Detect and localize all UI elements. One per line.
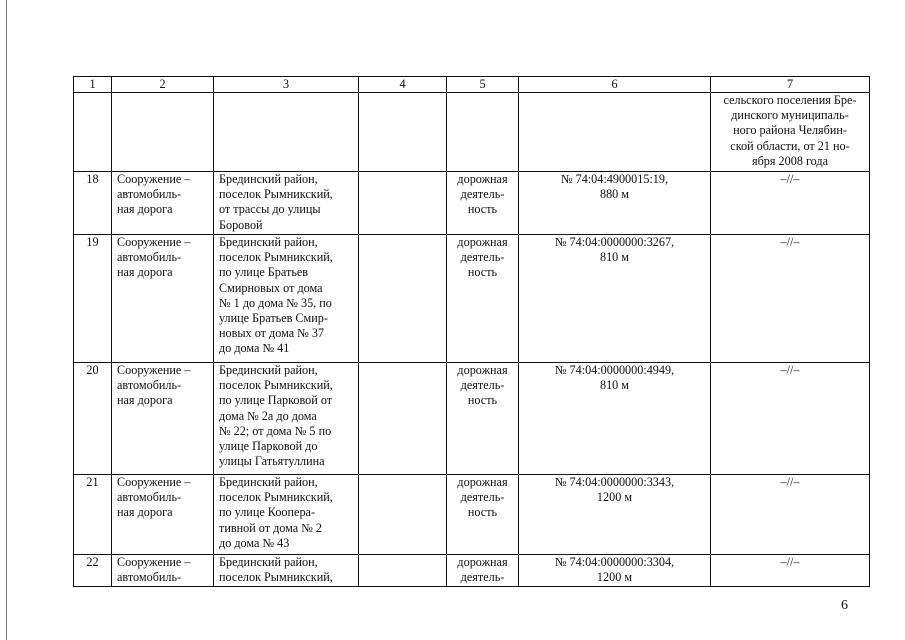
text-line: ность [467, 265, 498, 280]
text-line: тивной от дома № 2 [219, 520, 323, 535]
basis-continuation-cell [711, 93, 870, 172]
table-row [74, 475, 870, 555]
text-line: Сооружение – [117, 172, 191, 186]
text-line: ской области, от 21 но- [730, 138, 850, 153]
purpose-cell [447, 363, 519, 475]
purpose-cell [447, 555, 519, 587]
object-type-cell [112, 363, 214, 475]
ditto-cell: –//– [711, 235, 870, 363]
ditto-cell: –//– [711, 363, 870, 475]
table-row [74, 235, 870, 363]
cell-empty [359, 93, 447, 172]
table-row [74, 555, 870, 587]
text-line: деятель- [460, 378, 505, 393]
text-line: деятель- [460, 490, 505, 505]
text-line: сельского поселения Бре- [723, 93, 857, 107]
purpose-cell [447, 235, 519, 363]
text-line: Сооружение – [117, 555, 191, 569]
text-line: Брединский район, [219, 172, 318, 186]
text-line: 1200 м [596, 490, 633, 505]
text-line: дорожная [457, 475, 508, 489]
text-line: 810 м [599, 250, 630, 265]
text-line: поселок Рымникский, [219, 250, 333, 265]
header-col-6: 6 [519, 77, 711, 93]
header-col-1: 1 [74, 77, 112, 93]
text-line: ность [467, 202, 498, 217]
text-line: ная дорога [117, 202, 173, 217]
text-line: динского муниципаль- [731, 108, 849, 123]
text-line: автомобиль- [117, 570, 182, 585]
text-line: ная дорога [117, 265, 173, 280]
text-line: Брединский район, [219, 475, 318, 489]
address-cell [214, 363, 359, 475]
text-line: ность [467, 393, 498, 408]
header-col-7: 7 [711, 77, 870, 93]
cadastral-cell [519, 363, 711, 475]
text-line: поселок Рымникский, [219, 187, 333, 202]
continuation-row [74, 93, 870, 172]
text-line: автомобиль- [117, 378, 182, 393]
cell-empty [74, 93, 112, 172]
text-line: № 74:04:0000000:4949, [554, 363, 675, 377]
cadastral-cell [519, 235, 711, 363]
table-row [74, 172, 870, 235]
address-cell [214, 235, 359, 363]
row-number: 21 [74, 475, 112, 555]
text-line: № 74:04:4900015:19, [560, 172, 669, 186]
text-line: деятель- [460, 187, 505, 202]
text-line: поселок Рымникский, [219, 378, 333, 393]
text-line: ная дорога [117, 393, 173, 408]
text-line: автомобиль- [117, 187, 182, 202]
binder-margin-line [6, 0, 7, 640]
text-line: Брединский район, [219, 555, 318, 569]
text-line: Сооружение – [117, 235, 191, 249]
text-line: Сооружение – [117, 475, 191, 489]
row-number: 18 [74, 172, 112, 235]
text-line: поселок Рымникский, [219, 570, 333, 585]
text-line: дома № 2а до дома [219, 408, 317, 423]
ditto-cell: –//– [711, 475, 870, 555]
page-number: 6 [841, 598, 848, 613]
text-line: дорожная [457, 172, 508, 186]
col4-cell [359, 475, 447, 555]
text-line: улице Парковой до [219, 439, 318, 454]
object-type-cell [112, 235, 214, 363]
row-number: 20 [74, 363, 112, 475]
header-col-3: 3 [214, 77, 359, 93]
text-line: дорожная [457, 555, 508, 569]
object-type-cell [112, 475, 214, 555]
col4-cell [359, 363, 447, 475]
text-line: № 22; от дома № 5 по [219, 423, 332, 438]
text-line: дорожная [457, 363, 508, 377]
text-line: № 1 до дома № 35, по [219, 295, 332, 310]
table-row [74, 363, 870, 475]
col4-cell [359, 172, 447, 235]
address-cell [214, 555, 359, 587]
object-type-cell [112, 172, 214, 235]
ditto-cell: –//– [711, 555, 870, 587]
cadastral-cell [519, 475, 711, 555]
header-col-4: 4 [359, 77, 447, 93]
text-line: № 74:04:0000000:3267, [554, 235, 675, 249]
text-line: поселок Рымникский, [219, 490, 333, 505]
text-line: деятель- [460, 250, 505, 265]
text-line: Брединский район, [219, 363, 318, 377]
text-line: деятель- [460, 570, 505, 585]
text-line: по улице Коопера- [219, 505, 316, 520]
text-line: улице Братьев Смир- [219, 311, 328, 326]
text-line: ября 2008 года [751, 153, 829, 168]
col4-cell [359, 555, 447, 587]
text-line: до дома № 43 [219, 535, 290, 550]
text-line: до дома № 41 [219, 341, 290, 356]
col4-cell [359, 235, 447, 363]
address-cell [214, 172, 359, 235]
cadastral-cell [519, 555, 711, 587]
text-line: № 74:04:0000000:3343, [554, 475, 675, 489]
text-line: Брединский район, [219, 235, 318, 249]
text-line: Боровой [219, 217, 263, 232]
text-line: по улице Братьев [219, 265, 309, 280]
header-col-5: 5 [447, 77, 519, 93]
text-line: автомобиль- [117, 250, 182, 265]
cell-empty [112, 93, 214, 172]
cell-empty [214, 93, 359, 172]
text-line: 880 м [599, 187, 630, 202]
header-col-2: 2 [112, 77, 214, 93]
text-line: новых от дома № 37 [219, 326, 325, 341]
cell-empty [447, 93, 519, 172]
column-number-header-row [74, 77, 870, 93]
row-number: 22 [74, 555, 112, 587]
ditto-cell: –//– [711, 172, 870, 235]
text-line: автомобиль- [117, 490, 182, 505]
text-line: по улице Парковой от [219, 393, 333, 408]
property-register-table [73, 76, 870, 587]
text-line: Сооружение – [117, 363, 191, 377]
text-line: № 74:04:0000000:3304, [554, 555, 675, 569]
text-line: Смирновых от дома [219, 280, 323, 295]
object-type-cell [112, 555, 214, 587]
text-line: ная дорога [117, 505, 173, 520]
row-number: 19 [74, 235, 112, 363]
text-line: дорожная [457, 235, 508, 249]
text-line: ность [467, 505, 498, 520]
cadastral-cell [519, 172, 711, 235]
text-line: улицы Гатьятуллина [219, 454, 325, 469]
text-line: ного района Челябин- [733, 123, 847, 138]
cell-empty [519, 93, 711, 172]
text-line: 1200 м [596, 570, 633, 585]
address-cell [214, 475, 359, 555]
text-line: 810 м [599, 378, 630, 393]
purpose-cell [447, 475, 519, 555]
text-line: от трассы до улицы [219, 202, 321, 217]
purpose-cell [447, 172, 519, 235]
